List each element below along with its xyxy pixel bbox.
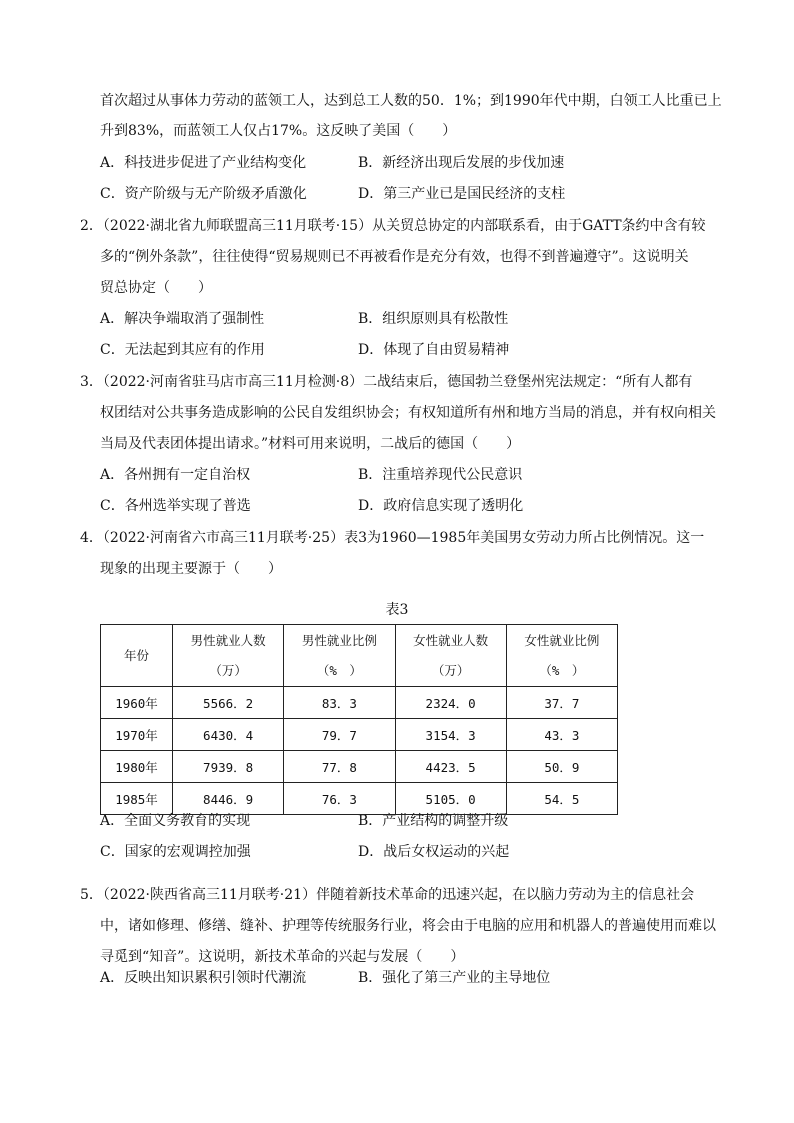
- text-line-q5-2: 中，诸如修理、修缮、缝补、护理等传统服务行业，将会由于电脑的应用和机器人的普遍使用而难以: [100, 918, 716, 934]
- table-cell: 6430．4: [173, 719, 284, 751]
- option-q1-B: B．新经济出现后发展的步伐加速: [358, 155, 565, 171]
- table-cell: 83．3: [284, 687, 395, 719]
- table-row: [101, 719, 618, 751]
- table-cell: 2324．0: [395, 687, 506, 719]
- option-q2-D: D．体现了自由贸易精神: [358, 342, 510, 358]
- table-cell: 76．3: [284, 783, 395, 815]
- text-line-q5-3: 寻觅到“知音”。这说明，新技术革命的兴起与发展（ ）: [100, 949, 465, 965]
- header-male-count: 男性就业人数 （万）: [173, 625, 284, 687]
- table-cell: 4423．5: [395, 751, 506, 783]
- table-cell: 1970年: [101, 719, 173, 751]
- table-cell: 1960年: [101, 687, 173, 719]
- text-line-intro-2: 升到83%，而蓝领工人仅占17%。这反映了美国（ ）: [100, 123, 457, 139]
- table-cell: 43．3: [506, 719, 617, 751]
- table-caption: 表3: [385, 602, 409, 618]
- option-q3-B: B．注重培养现代公民意识: [358, 467, 523, 483]
- option-q3-C: C．各州选举实现了普选: [100, 498, 251, 514]
- header-male-ratio: 男性就业比例 （% ）: [284, 625, 395, 687]
- table-cell: 5105．0: [395, 783, 506, 815]
- option-q2-B: B．组织原则具有松散性: [358, 311, 509, 327]
- header-year: 年份: [101, 625, 173, 687]
- option-q4-C: C．国家的宏观调控加强: [100, 844, 251, 860]
- table-cell: 1985年: [101, 783, 173, 815]
- option-q1-D: D．第三产业已是国民经济的支柱: [358, 186, 566, 202]
- text-line-q4-1: 4．（2022·河南省六市高三11月联考·25）表3为1960—1985年美国男女劳动力所占比例情况。这一: [80, 530, 705, 546]
- text-line-q4-2: 现象的出现主要源于（ ）: [100, 561, 282, 577]
- option-q1-A: A．科技进步促进了产业结构变化: [100, 155, 307, 171]
- text-line-q2-2: 多的“例外条款”，往往使得“贸易规则已不再被看作是充分有效，也得不到普遍遵守”。这说明关: [100, 249, 689, 265]
- table-cell: 54．5: [506, 783, 617, 815]
- employment-table: [100, 624, 618, 815]
- option-q4-B: B．产业结构的调整升级: [358, 813, 509, 829]
- table-cell: 5566．2: [173, 687, 284, 719]
- text-line-q2-1: 2．（2022·湖北省九师联盟高三11月联考·15）从关贸总协定的内部联系看，由于GATT条约中含有较: [80, 218, 706, 234]
- option-q2-A: A．解决争端取消了强制性: [100, 311, 265, 327]
- header-female-count: 女性就业人数 （万）: [395, 625, 506, 687]
- text-line-q5-1: 5．（2022·陕西省高三11月联考·21）伴随着新技术革命的迅速兴起，在以脑力劳动为主的信息社会: [80, 887, 695, 903]
- header-female-ratio: 女性就业比例 （% ）: [506, 625, 617, 687]
- table-cell: 50．9: [506, 751, 617, 783]
- text-line-q2-3: 贸总协定（ ）: [100, 280, 212, 296]
- text-line-intro-1: 首次超过从事体力劳动的蓝领工人，达到总工人数的50．1%；到1990年代中期，白领工人比重已上: [100, 93, 722, 109]
- option-q4-D: D．战后女权运动的兴起: [358, 844, 510, 860]
- table-row: [101, 783, 618, 815]
- text-line-q3-2: 权团结对公共事务造成影响的公民自发组织协会；有权知道所有州和地方当局的消息，并有权向相关: [100, 405, 716, 421]
- option-q5-A: A．反映出知识累积引领时代潮流: [100, 970, 307, 986]
- option-q5-B: B．强化了第三产业的主导地位: [358, 970, 551, 986]
- option-q2-C: C．无法起到其应有的作用: [100, 342, 265, 358]
- table-cell: 1980年: [101, 751, 173, 783]
- table-cell: 7939．8: [173, 751, 284, 783]
- option-q3-D: D．政府信息实现了透明化: [358, 498, 524, 514]
- table-cell: 79．7: [284, 719, 395, 751]
- table-cell: 3154．3: [395, 719, 506, 751]
- text-line-q3-3: 当局及代表团体提出请求。”材料可用来说明，二战后的德国（ ）: [100, 436, 521, 452]
- option-q4-A: A．全面义务教育的实现: [100, 813, 251, 829]
- table-cell: 37．7: [506, 687, 617, 719]
- table-header-row: [101, 625, 618, 687]
- option-q3-A: A．各州拥有一定自治权: [100, 467, 251, 483]
- option-q1-C: C．资产阶级与无产阶级矛盾激化: [100, 186, 307, 202]
- text-line-q3-1: 3．（2022·河南省驻马店市高三11月检测·8）二战结束后，德国勃兰登堡州宪法规定：“所有人都有: [80, 374, 693, 390]
- table-row: [101, 687, 618, 719]
- table-cell: 8446．9: [173, 783, 284, 815]
- table-row: [101, 751, 618, 783]
- table-cell: 77．8: [284, 751, 395, 783]
